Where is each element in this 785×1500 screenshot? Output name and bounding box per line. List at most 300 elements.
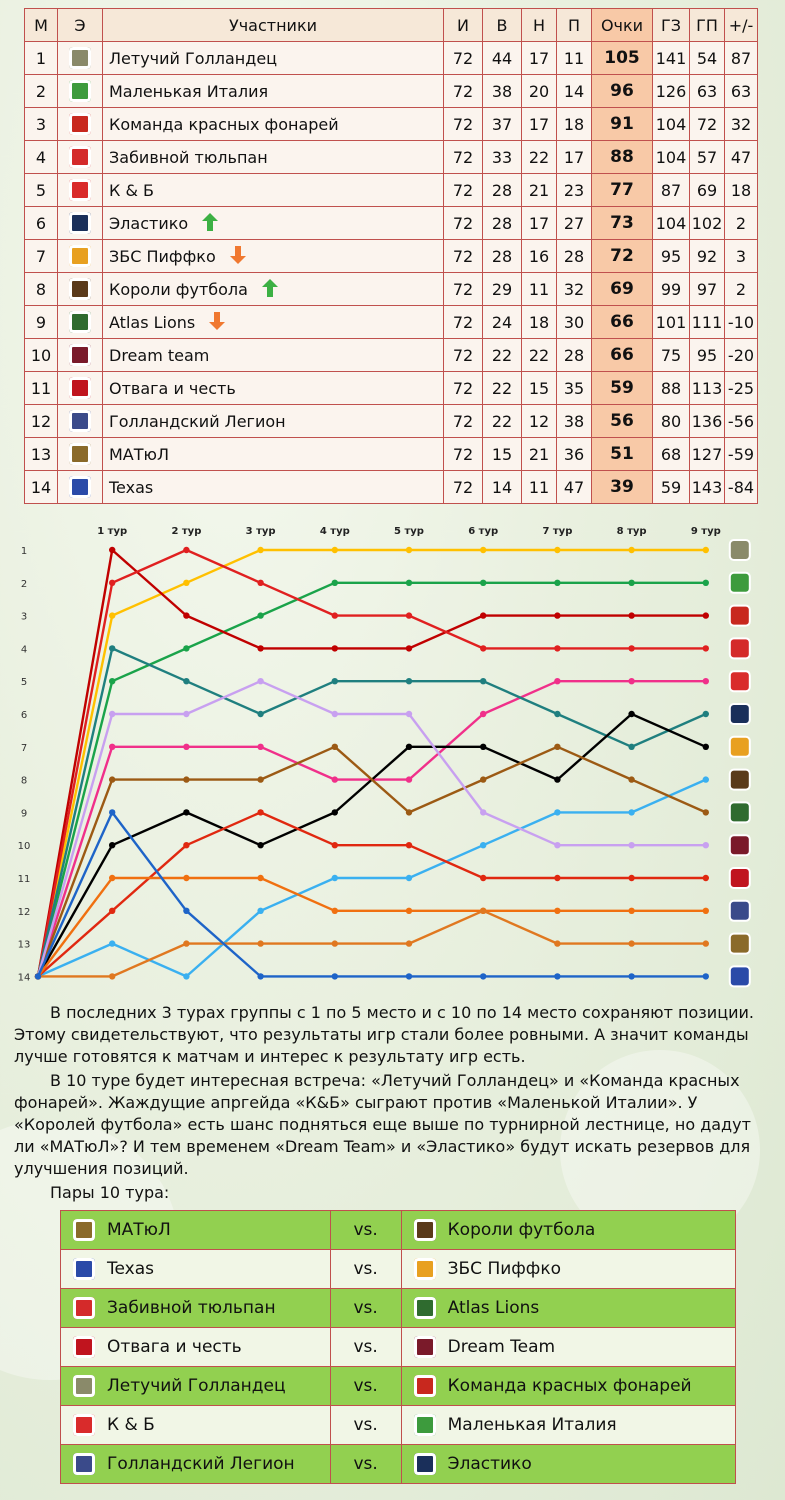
data-point	[406, 580, 412, 586]
data-point	[480, 776, 486, 782]
team-emblem-icon	[69, 278, 91, 300]
goals-against-cell: 54	[690, 42, 725, 75]
wins-cell: 22	[483, 405, 522, 438]
data-point	[257, 842, 263, 848]
data-point	[554, 744, 560, 750]
goals-against-cell: 63	[690, 75, 725, 108]
team-name-cell	[103, 207, 444, 240]
data-point	[628, 842, 634, 848]
versus-label: vs.	[330, 1250, 401, 1289]
games-cell: 72	[444, 42, 483, 75]
points-cell: 66	[592, 306, 653, 339]
series-line	[38, 878, 706, 976]
home-team-name: Голландский Легион	[107, 1454, 295, 1474]
data-point	[406, 744, 412, 750]
games-cell: 72	[444, 438, 483, 471]
losses-cell: 47	[557, 471, 592, 504]
data-point	[332, 645, 338, 651]
data-point	[406, 776, 412, 782]
emblem-cell	[58, 438, 103, 471]
versus-label: vs.	[330, 1211, 401, 1250]
data-point	[554, 973, 560, 979]
games-cell: 72	[444, 141, 483, 174]
team-name: Короли футбола	[109, 280, 248, 299]
home-team-cell	[61, 1328, 331, 1367]
goals-for-cell: 101	[653, 306, 690, 339]
team-emblem-icon	[730, 835, 750, 855]
data-point	[554, 547, 560, 553]
wins-cell: 14	[483, 471, 522, 504]
team-name-cell	[103, 372, 444, 405]
draws-cell: 17	[522, 108, 557, 141]
losses-cell: 38	[557, 405, 592, 438]
data-point	[628, 875, 634, 881]
header-goals-for: ГЗ	[653, 9, 690, 42]
draws-cell: 22	[522, 339, 557, 372]
table-row	[25, 438, 758, 471]
away-team-name: Atlas Lions	[447, 1298, 540, 1318]
data-point	[703, 875, 709, 881]
position-cell: 3	[25, 108, 58, 141]
away-team-cell	[401, 1211, 735, 1250]
goal-diff-cell: 87	[725, 42, 758, 75]
data-point	[628, 580, 634, 586]
data-point	[183, 973, 189, 979]
data-point	[554, 678, 560, 684]
team-emblem-icon	[730, 737, 750, 757]
data-point	[480, 875, 486, 881]
home-team-name: Летучий Голландец	[107, 1376, 286, 1396]
data-point	[703, 612, 709, 618]
data-point	[703, 842, 709, 848]
team-emblem-icon	[69, 344, 91, 366]
emblem-cell	[58, 339, 103, 372]
emblem-cell	[58, 42, 103, 75]
team-name: Atlas Lions	[109, 313, 196, 332]
data-point	[554, 580, 560, 586]
x-tick-label: 4 тур	[319, 526, 350, 537]
position-cell: 5	[25, 174, 58, 207]
games-cell: 72	[444, 339, 483, 372]
data-point	[480, 973, 486, 979]
team-name: К & Б	[109, 180, 154, 200]
data-point	[257, 908, 263, 914]
away-team-name: Команда красных фонарей	[447, 1376, 692, 1396]
emblem-cell	[58, 306, 103, 339]
team-name: Эластико	[109, 214, 189, 233]
points-cell: 96	[592, 75, 653, 108]
losses-cell: 35	[557, 372, 592, 405]
team-name-cell	[103, 141, 444, 174]
draws-cell: 12	[522, 405, 557, 438]
y-tick-label: 8	[20, 775, 28, 787]
goal-diff-cell: 2	[725, 207, 758, 240]
data-point	[703, 776, 709, 782]
losses-cell: 30	[557, 306, 592, 339]
goal-diff-cell: 3	[725, 240, 758, 273]
away-team-cell	[401, 1445, 735, 1484]
header-wins: В	[483, 9, 522, 42]
home-team-emblem-icon	[73, 1297, 95, 1319]
data-point	[257, 940, 263, 946]
losses-cell: 28	[557, 240, 592, 273]
position-cell: 7	[25, 240, 58, 273]
data-point	[628, 744, 634, 750]
data-point	[554, 645, 560, 651]
away-team-emblem-icon	[414, 1336, 436, 1358]
team-name-cell	[103, 471, 444, 504]
wins-cell: 24	[483, 306, 522, 339]
series-line	[38, 812, 706, 976]
goal-diff-cell: 63	[725, 75, 758, 108]
team-emblem-icon	[69, 245, 91, 267]
data-point	[480, 809, 486, 815]
home-team-emblem-icon	[73, 1414, 95, 1436]
goal-diff-cell: -25	[725, 372, 758, 405]
points-cell: 72	[592, 240, 653, 273]
team-emblem-icon	[69, 179, 91, 201]
team-emblem-icon	[730, 573, 750, 593]
data-point	[406, 711, 412, 717]
table-row	[25, 207, 758, 240]
goals-against-cell: 102	[690, 207, 725, 240]
x-tick-label: 1 тур	[97, 526, 128, 537]
team-emblem-icon	[69, 410, 91, 432]
table-row	[25, 339, 758, 372]
versus-label: vs.	[330, 1445, 401, 1484]
draws-cell: 15	[522, 372, 557, 405]
goals-for-cell: 104	[653, 108, 690, 141]
home-team-emblem-icon	[73, 1336, 95, 1358]
y-tick-label: 7	[20, 742, 28, 754]
position-history-chart	[0, 520, 785, 990]
position-cell: 14	[25, 471, 58, 504]
data-point	[480, 580, 486, 586]
header-points: Очки	[592, 9, 653, 42]
losses-cell: 23	[557, 174, 592, 207]
away-team-cell	[401, 1406, 735, 1445]
draws-cell: 11	[522, 273, 557, 306]
y-tick-label: 12	[17, 906, 31, 918]
team-name-cell	[103, 42, 444, 75]
team-emblem-icon	[730, 704, 750, 724]
y-tick-label: 13	[17, 939, 31, 951]
data-point	[628, 612, 634, 618]
data-point	[257, 678, 263, 684]
goals-against-cell: 127	[690, 438, 725, 471]
header-emblem: Э	[58, 9, 103, 42]
data-point	[257, 612, 263, 618]
pair-row	[61, 1328, 736, 1367]
points-cell: 69	[592, 273, 653, 306]
wins-cell: 15	[483, 438, 522, 471]
data-point	[554, 809, 560, 815]
away-team-cell	[401, 1289, 735, 1328]
emblem-cell	[58, 405, 103, 438]
data-point	[257, 973, 263, 979]
data-point	[257, 875, 263, 881]
series-line	[38, 681, 706, 976]
team-emblem-icon	[730, 868, 750, 888]
position-cell: 13	[25, 438, 58, 471]
games-cell: 72	[444, 75, 483, 108]
games-cell: 72	[444, 207, 483, 240]
team-name-cell	[103, 438, 444, 471]
data-point	[703, 678, 709, 684]
header-goals-against: ГП	[690, 9, 725, 42]
series-line	[38, 747, 706, 977]
emblem-cell	[58, 141, 103, 174]
team-name-cell	[103, 339, 444, 372]
table-row	[25, 471, 758, 504]
home-team-emblem-icon	[73, 1375, 95, 1397]
arrow-down-icon	[209, 312, 225, 330]
data-point	[332, 711, 338, 717]
x-tick-label: 5 тур	[394, 526, 424, 537]
emblem-cell	[58, 207, 103, 240]
team-name-cell	[103, 108, 444, 141]
goal-diff-cell: 18	[725, 174, 758, 207]
home-team-name: Texas	[107, 1259, 154, 1279]
goals-for-cell: 95	[653, 240, 690, 273]
emblem-cell	[58, 240, 103, 273]
losses-cell: 11	[557, 42, 592, 75]
position-cell: 9	[25, 306, 58, 339]
goals-for-cell: 59	[653, 471, 690, 504]
wins-cell: 29	[483, 273, 522, 306]
emblem-cell	[58, 273, 103, 306]
data-point	[703, 711, 709, 717]
series-line	[38, 550, 706, 976]
team-name: Отвага и честь	[109, 378, 236, 398]
pair-row	[61, 1250, 736, 1289]
home-team-cell	[61, 1211, 331, 1250]
points-cell: 73	[592, 207, 653, 240]
team-name-cell	[103, 174, 444, 207]
data-point	[332, 612, 338, 618]
table-row	[25, 240, 758, 273]
team-emblem-icon	[69, 146, 91, 168]
data-point	[257, 744, 263, 750]
table-row	[25, 174, 758, 207]
paragraph-summary: В последних 3 турах группы с 1 по 5 место и с 10 по 14 место сохраняют позиции. Этому свидетельствуют, что результаты игр стали более ровными. А значит команды лучше готовятся к матчам и интерес к результату игр есть.	[14, 1003, 754, 1066]
away-team-cell	[401, 1250, 735, 1289]
versus-label: vs.	[330, 1406, 401, 1445]
emblem-cell	[58, 372, 103, 405]
header-participants: Участники	[103, 9, 444, 42]
data-point	[257, 580, 263, 586]
data-point	[109, 547, 115, 553]
team-emblem-icon	[730, 966, 750, 986]
home-team-cell	[61, 1367, 331, 1406]
draws-cell: 18	[522, 306, 557, 339]
pair-row	[61, 1406, 736, 1445]
team-emblem-icon	[69, 212, 91, 234]
position-cell: 1	[25, 42, 58, 75]
position-cell: 4	[25, 141, 58, 174]
data-point	[406, 875, 412, 881]
team-emblem-icon	[730, 671, 750, 691]
data-point	[183, 875, 189, 881]
team-name: МАТюЛ	[109, 444, 170, 464]
goals-for-cell: 141	[653, 42, 690, 75]
goals-against-cell: 111	[690, 306, 725, 339]
data-point	[109, 645, 115, 651]
team-emblem-icon	[69, 377, 91, 399]
games-cell: 72	[444, 108, 483, 141]
table-row	[25, 372, 758, 405]
data-point	[109, 973, 115, 979]
goal-diff-cell: -10	[725, 306, 758, 339]
position-cell: 10	[25, 339, 58, 372]
wins-cell: 33	[483, 141, 522, 174]
position-cell: 12	[25, 405, 58, 438]
team-emblem-icon	[730, 770, 750, 790]
round-10-pairs-table	[60, 1210, 736, 1484]
goal-diff-cell: -84	[725, 471, 758, 504]
games-cell: 72	[444, 405, 483, 438]
games-cell: 72	[444, 240, 483, 273]
goals-for-cell: 75	[653, 339, 690, 372]
y-tick-label: 11	[17, 874, 31, 885]
team-name: ЗБС Пиффко	[109, 247, 216, 266]
goal-diff-cell: -20	[725, 339, 758, 372]
home-team-cell	[61, 1406, 331, 1445]
data-point	[628, 908, 634, 914]
away-team-name: Маленькая Италия	[447, 1415, 617, 1435]
data-point	[183, 711, 189, 717]
goals-for-cell: 88	[653, 372, 690, 405]
wins-cell: 22	[483, 339, 522, 372]
team-name-cell	[103, 306, 444, 339]
data-point	[703, 580, 709, 586]
x-tick-label: 7 тур	[542, 526, 573, 537]
data-point	[332, 842, 338, 848]
draws-cell: 21	[522, 438, 557, 471]
data-point	[628, 809, 634, 815]
data-point	[257, 809, 263, 815]
data-point	[332, 580, 338, 586]
wins-cell: 28	[483, 174, 522, 207]
goals-for-cell: 126	[653, 75, 690, 108]
standings-header-row	[25, 9, 758, 42]
team-emblem-icon	[730, 934, 750, 954]
goals-against-cell: 97	[690, 273, 725, 306]
draws-cell: 17	[522, 207, 557, 240]
x-tick-label: 2 тур	[171, 526, 202, 537]
team-name: Маленькая Италия	[109, 81, 269, 101]
versus-label: vs.	[330, 1328, 401, 1367]
goals-for-cell: 87	[653, 174, 690, 207]
data-point	[183, 809, 189, 815]
team-name-cell	[103, 75, 444, 108]
data-point	[183, 940, 189, 946]
data-point	[703, 809, 709, 815]
team-emblem-icon	[69, 113, 91, 135]
x-tick-label: 8 тур	[616, 526, 647, 537]
away-team-emblem-icon	[414, 1414, 436, 1436]
team-emblem-icon	[69, 476, 91, 498]
team-emblem-icon	[730, 802, 750, 822]
data-point	[554, 711, 560, 717]
data-point	[628, 940, 634, 946]
x-tick-label: 3 тур	[245, 526, 276, 537]
data-point	[332, 973, 338, 979]
home-team-name: Отвага и честь	[107, 1337, 242, 1357]
data-point	[332, 875, 338, 881]
home-team-cell	[61, 1289, 331, 1328]
data-point	[183, 580, 189, 586]
goals-against-cell: 136	[690, 405, 725, 438]
y-tick-label: 3	[20, 611, 28, 623]
team-name: Команда красных фонарей	[109, 114, 339, 134]
emblem-cell	[58, 471, 103, 504]
data-point	[109, 776, 115, 782]
team-emblem-icon	[730, 606, 750, 626]
wins-cell: 37	[483, 108, 522, 141]
points-cell: 105	[592, 42, 653, 75]
away-team-cell	[401, 1328, 735, 1367]
pair-row	[61, 1445, 736, 1484]
losses-cell: 32	[557, 273, 592, 306]
data-point	[406, 973, 412, 979]
position-cell: 11	[25, 372, 58, 405]
table-row	[25, 75, 758, 108]
data-point	[183, 744, 189, 750]
series-line	[38, 550, 706, 976]
points-cell: 59	[592, 372, 653, 405]
data-point	[183, 776, 189, 782]
data-point	[109, 744, 115, 750]
data-point	[480, 711, 486, 717]
y-tick-label: 14	[17, 972, 31, 984]
away-team-emblem-icon	[414, 1453, 436, 1475]
y-tick-label: 1	[20, 546, 28, 557]
data-point	[183, 842, 189, 848]
draws-cell: 22	[522, 141, 557, 174]
position-cell: 2	[25, 75, 58, 108]
data-point	[628, 973, 634, 979]
header-losses: П	[557, 9, 592, 42]
team-emblem-icon	[69, 47, 91, 69]
series-line	[38, 812, 706, 976]
data-point	[332, 809, 338, 815]
position-cell: 6	[25, 207, 58, 240]
emblem-cell	[58, 75, 103, 108]
data-point	[480, 908, 486, 914]
home-team-cell	[61, 1250, 331, 1289]
goals-against-cell: 72	[690, 108, 725, 141]
losses-cell: 18	[557, 108, 592, 141]
table-row	[25, 141, 758, 174]
goals-against-cell: 113	[690, 372, 725, 405]
data-point	[480, 678, 486, 684]
data-point	[480, 842, 486, 848]
away-team-emblem-icon	[414, 1219, 436, 1241]
data-point	[35, 973, 41, 979]
draws-cell: 11	[522, 471, 557, 504]
draws-cell: 21	[522, 174, 557, 207]
data-point	[332, 940, 338, 946]
data-point	[480, 744, 486, 750]
data-point	[406, 547, 412, 553]
away-team-name: ЗБС Пиффко	[447, 1259, 562, 1279]
data-point	[703, 908, 709, 914]
data-point	[480, 547, 486, 553]
pairs-heading: Пары 10 тура:	[50, 1183, 170, 1202]
goals-against-cell: 143	[690, 471, 725, 504]
home-team-emblem-icon	[73, 1219, 95, 1241]
